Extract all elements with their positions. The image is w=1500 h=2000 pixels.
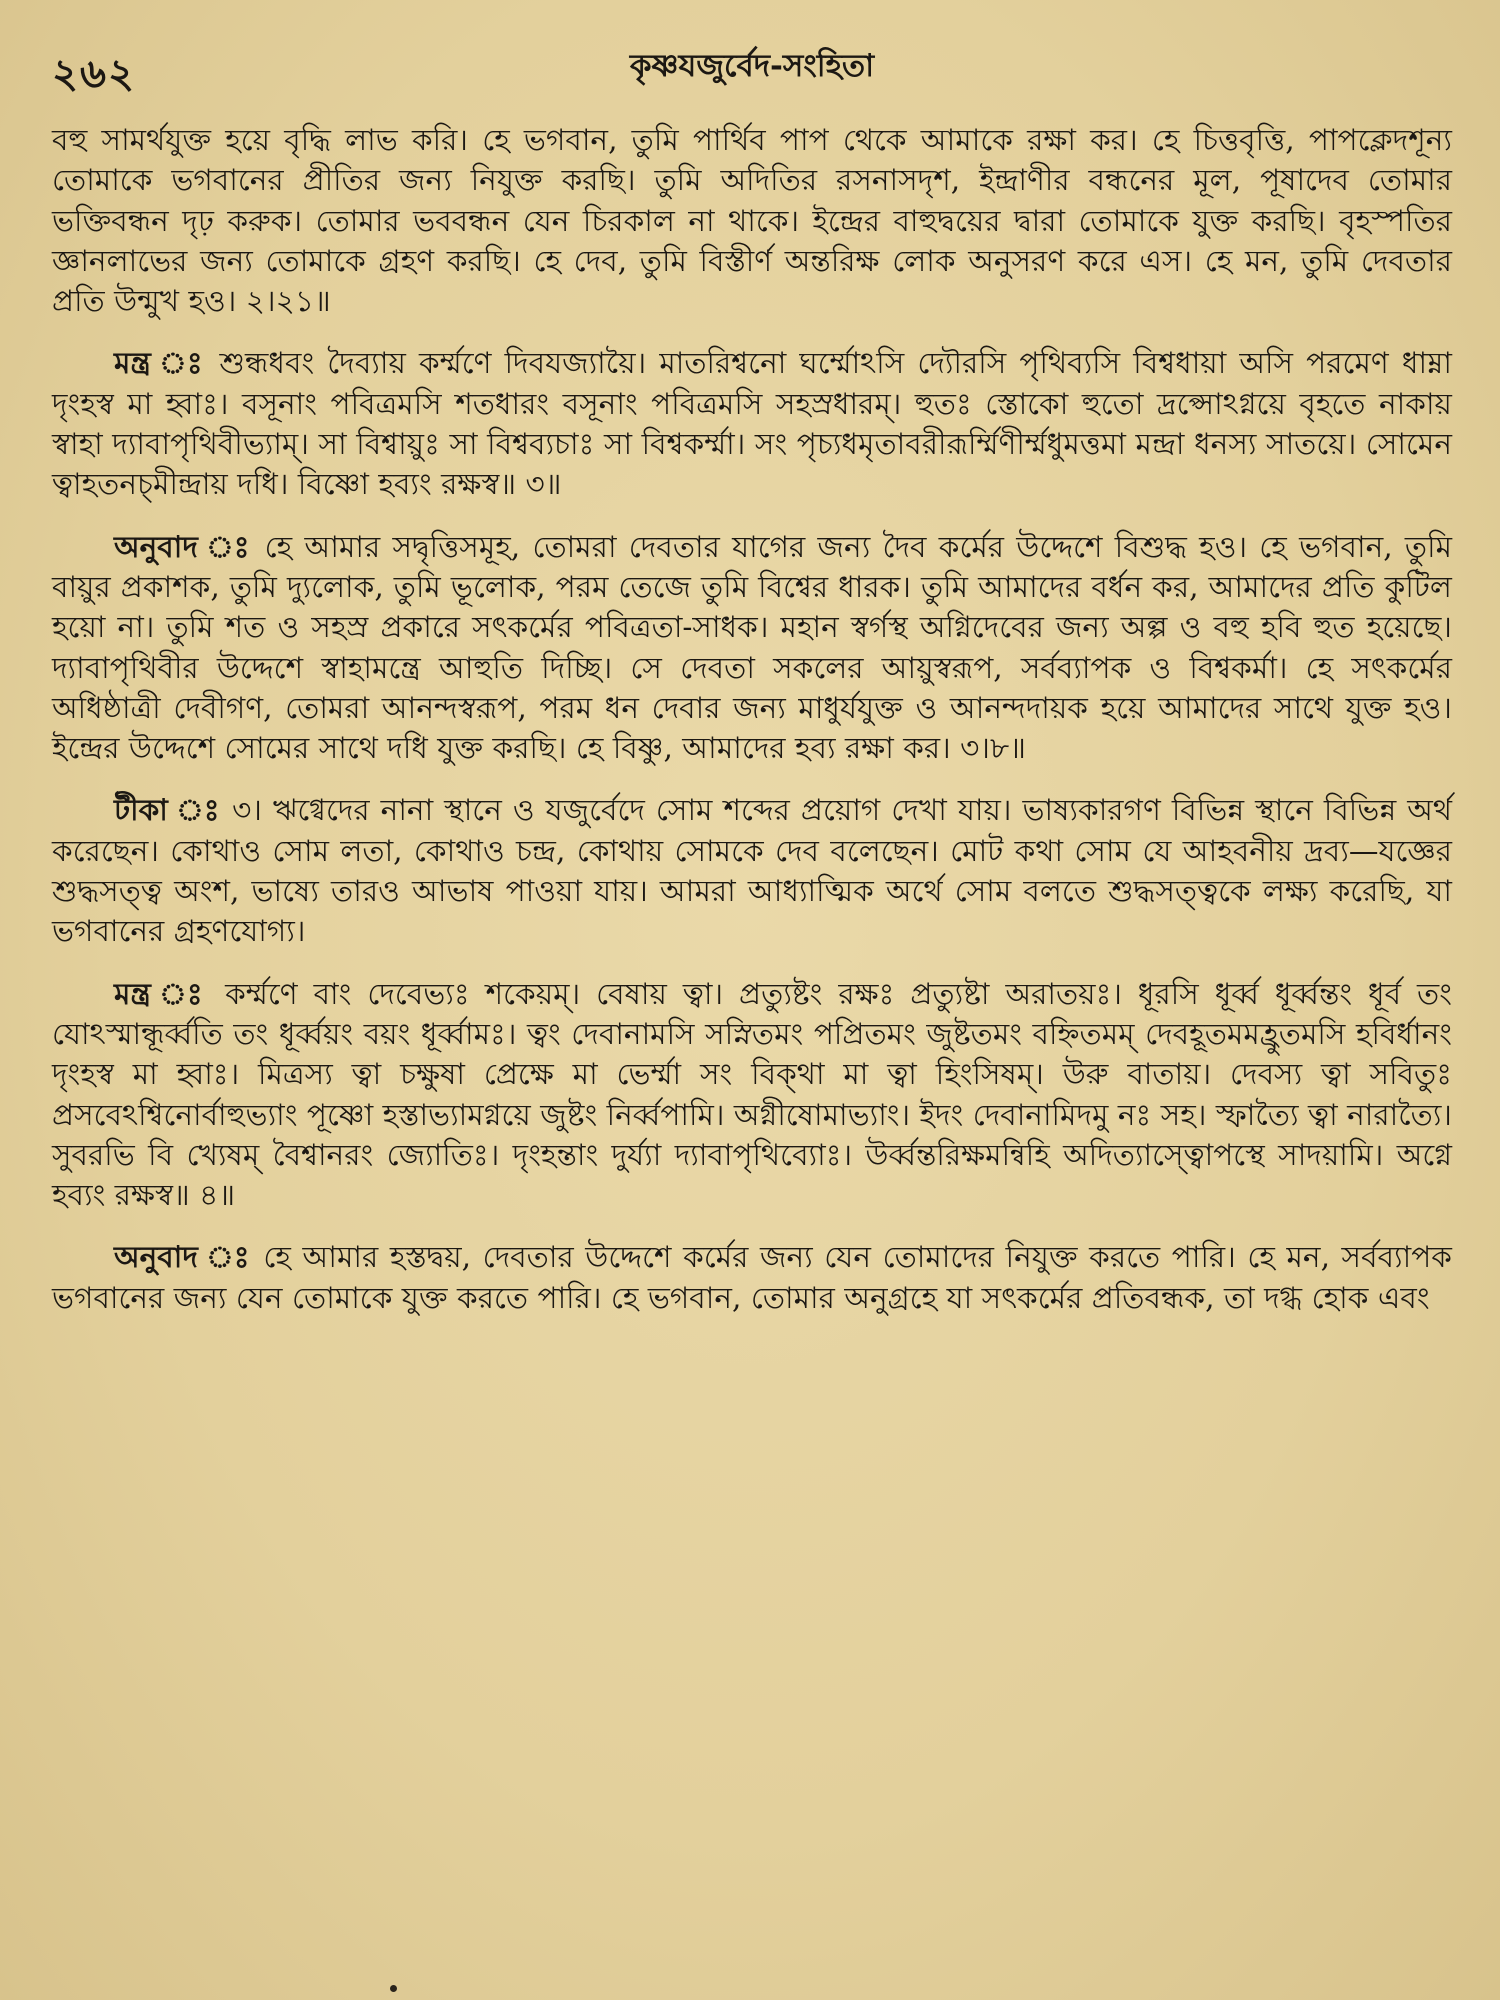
paragraph-lead: অনুবাদ ঃ — [114, 1239, 252, 1275]
paragraph-translation-3 — [52, 527, 1452, 769]
paragraph-mantra-4 — [52, 974, 1452, 1216]
ink-speck — [390, 1985, 397, 1992]
paragraph-commentary-3 — [52, 790, 1452, 951]
running-header — [52, 42, 1452, 102]
paragraph-translation-4 — [52, 1237, 1452, 1318]
paragraph-text: হে আমার হস্তদ্বয়, দেবতার উদ্দেশে কর্মের জন্য যেন তোমাদের নিযুক্ত করতে পারি। হে মন, সর্বব্যাপক ভগবানের জন্য যেন তোমাকে যুক্ত করতে পারি। হে ভগবান, তোমার অনুগ্রহে যা সৎকর্মের প্রতিবন্ধক, তা দগ্ধ হোক এবং — [52, 1240, 1453, 1315]
paragraph-text: হে আমার সদ্বৃত্তিসমূহ, তোমরা দেবতার যাগের জন্য দৈব কর্মের উদ্দেশে বিশুদ্ধ হও। হে ভগবান, তুমি বায়ুর প্রকাশক, তুমি দ্যুলোক, তুমি ভূলোক, পরম তেজে তুমি বিশ্বের ধারক। তুমি আমাদের বর্ধন কর, আমাদের প্রতি কুটিল হয়ো না। তুমি শত ও সহস্র প্রকারে সৎকর্মের পবিত্রতা-সাধক। মহান স্বর্গস্থ অগ্নিদেবের জন্য অল্প ও বহু হবি হুত হয়েছে। দ্যাবাপৃথিবীর উদ্দেশে স্বাহামন্ত্রে আহুতি দিচ্ছি। সে দেবতা সকলের আয়ুস্বরূপ, সর্বব্যাপক ও বিশ্বকর্মা। হে সৎকর্মের অধিষ্ঠাত্রী দেবীগণ, তোমরা আনন্দস্বরূপ, পরম ধন দেবার জন্য মাধুর্যযুক্ত ও আনন্দদায়ক হয়ে আমাদের সাথে যুক্ত হও। ইন্দ্রের উদ্দেশে সোমের সাথে দধি যুক্ত করছি। হে বিষ্ণু, আমাদের হব্য রক্ষা কর। ৩।৮॥ — [52, 529, 1453, 766]
paragraph-text: কর্ম্মণে বাং দেবেভ্যঃ শকেয়ম্। বেষায় ত্বা। প্রত্যুষ্টং রক্ষঃ প্রত্যুষ্টা অরাতয়ঃ। ধূরসি ধূর্ব্ব ধূর্ব্বন্তং ধূর্ব তং যোঽস্মান্ধূর্ব্বতি তং ধূর্ব্বয়ং বয়ং ধূর্ব্বামঃ। ত্বং দেবানামসি সস্নিতমং পপ্রিতমং জুষ্টতমং বহ্নিতমম্ দেবহূতমমহ্রুতমসি হবির্ধানং দৃংহস্ব মা হ্বাঃ। মিত্রস্য ত্বা চক্ষুষা প্রেক্ষে মা ভের্ম্মা সং বিক্থা মা ত্বা হিংসিষম্। উরু বাতায়। দেবস্য ত্বা সবিতুঃ প্রসবেঽশ্বিনোর্বাহুভ্যাং পূষ্ণো হস্তাভ্যামগ্নয়ে জুষ্টং নির্ব্বপামি। অগ্নীষোমাভ্যাং। ইদং দেবানামিদমু নঃ সহ। স্ফাত্যৈ ত্বা নারাত্যৈ। সুবরভি বি খ্যেষম্ বৈশ্বানরং জ্যোতিঃ। দৃংহন্তাং দুর্য্যা দ্যাবাপৃথিব্যোঃ। উর্ব্বন্তরিক্ষমন্বিহি অদিত্যাস্ত্বোপস্থে সাদয়ামি। অগ্নে হব্যং রক্ষস্ব॥ ৪॥ — [52, 976, 1452, 1213]
paragraph-lead: মন্ত্র ঃ — [114, 345, 207, 381]
paragraph-lead: মন্ত্র ঃ — [114, 975, 210, 1011]
paragraph-lead: অনুবাদ ঃ — [114, 528, 253, 564]
page-body — [52, 120, 1452, 1318]
paragraph-text: ৩। ঋগ্বেদের নানা স্থানে ও যজুর্বেদে সোম শব্দের প্রয়োগ দেখা যায়। ভাষ্যকারগণ বিভিন্ন স্থানে বিভিন্ন অর্থ করেছেন। কোথাও সোম লতা, কোথাও চন্দ্র, কোথায় সোমকে দেব বলেছেন। মোট কথা সোম যে আহবনীয় দ্রব্য—যজ্ঞের শুদ্ধসত্ত্ব অংশ, ভাষ্যে তারও আভাষ পাওয়া যায়। আমরা আধ্যাত্মিক অর্থে সোম বলতে শুদ্ধসত্ত্বকে লক্ষ্য করেছি, যা ভগবানের গ্রহণযোগ্য। — [52, 793, 1452, 949]
paragraph-text: শুন্ধধবং দৈব্যায় কর্ম্মণে দিবযজ্যায়ৈ। মাতরিশ্বনো ঘর্ম্মোঽসি দ্যৌরসি পৃথিব্যসি বিশ্বধায়া অসি পরমেণ ধাম্না দৃংহস্ব মা হ্বাঃ। বসূনাং পবিত্রমসি শতধারং বসূনাং পবিত্রমসি সহস্রধারম্। হুতঃ স্তোকো হুতো দ্রপ্সোঽগ্নয়ে বৃহতে নাকায় স্বাহা দ্যাবাপৃথিবীভ্যাম্। সা বিশ্বায়ুঃ সা বিশ্বব্যচাঃ সা বিশ্বকর্ম্মা। সং পৃচ্যধমৃতাবরীরূর্ম্মিণীর্ম্মধুমত্তমা মন্দ্রা ধনস্য সাতয়ে। সোমেন ত্বাহতনচ্মীন্দ্রায় দধি। বিষ্ণো হব্যং রক্ষস্ব॥ ৩॥ — [52, 346, 1452, 502]
page-number: ২৬২ — [52, 50, 137, 97]
paragraph-text: বহু সামর্থযুক্ত হয়ে বৃদ্ধি লাভ করি। হে ভগবান, তুমি পার্থিব পাপ থেকে আমাকে রক্ষা কর। হে চিত্তবৃত্তি, পাপক্লেদশূন্য তোমাকে ভগবানের প্রীতির জন্য নিযুক্ত করছি। তুমি অদিতির রসনাসদৃশ, ইন্দ্রাণীর বন্ধনের মূল, পূষাদেব তোমার ভক্তিবন্ধন দৃঢ় করুক। তোমার ভববন্ধন যেন চিরকাল না থাকে। ইন্দ্রের বাহুদ্বয়ের দ্বারা তোমাকে যুক্ত করছি। বৃহস্পতির জ্ঞানলাভের জন্য তোমাকে গ্রহণ করছি। হে দেব, তুমি বিস্তীর্ণ অন্তরিক্ষ লোক অনুসরণ করে এস। হে মন, তুমি দেবতার প্রতি উন্মুখ হও। ২।২১॥ — [52, 123, 1452, 319]
paragraph-lead: টীকা ঃ — [114, 792, 222, 828]
book-title: কৃষ্ণযজুর্বেদ-সংহিতা — [629, 48, 875, 84]
paragraph-translation-continued — [52, 120, 1452, 321]
paragraph-mantra-3 — [52, 343, 1452, 504]
